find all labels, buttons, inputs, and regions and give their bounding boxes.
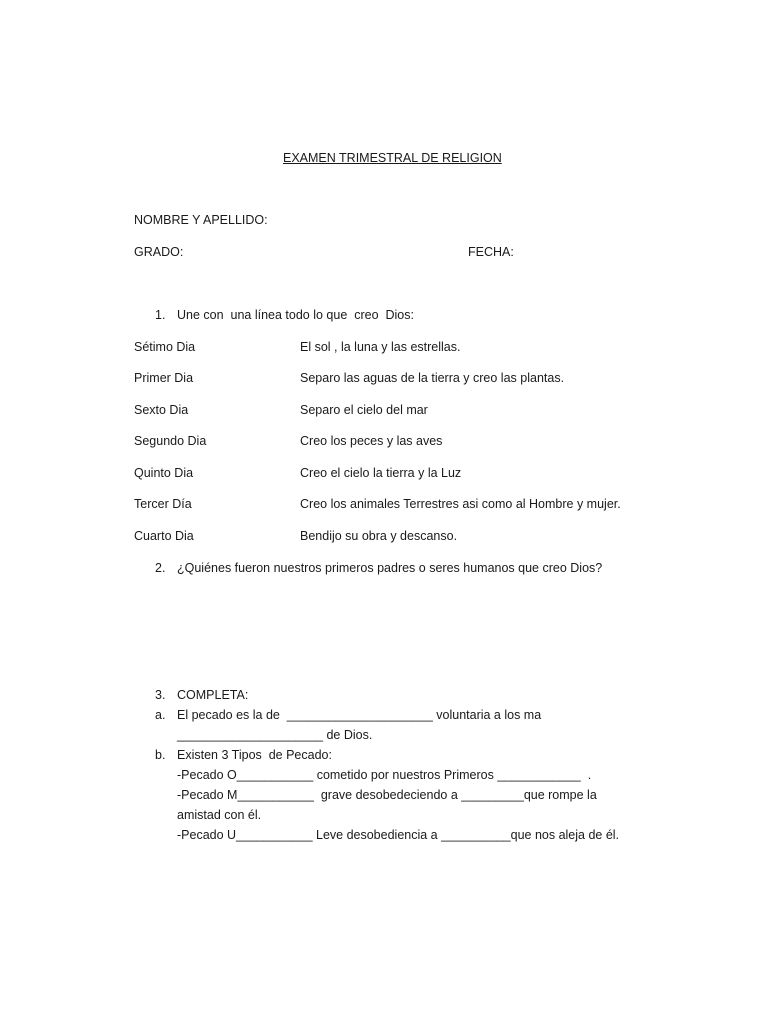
- q3a-marker: a.: [155, 708, 166, 722]
- q3-number: 3.: [155, 688, 166, 702]
- creation-act: Separo el cielo del mar: [300, 403, 428, 417]
- q2-number: 2.: [155, 561, 166, 575]
- day-label: Sétimo Dia: [134, 340, 196, 354]
- day-label: Cuarto Dia: [134, 529, 194, 543]
- creation-act: Separo las aguas de la tierra y creo las plantas.: [300, 371, 565, 385]
- creation-act: Bendijo su obra y descanso.: [300, 529, 458, 543]
- creation-act: El sol , la luna y las estrellas.: [300, 340, 461, 354]
- q1-text: Une con una línea todo lo que creo Dios:: [177, 308, 414, 322]
- q3a-line: _____________________ de Dios.: [177, 728, 373, 742]
- day-label: Sexto Dia: [134, 403, 189, 417]
- exam-title: EXAMEN TRIMESTRAL DE RELIGION: [283, 151, 502, 165]
- day-label: Tercer Día: [134, 497, 192, 511]
- day-label: Quinto Dia: [134, 466, 194, 480]
- grade-label: GRADO:: [134, 245, 184, 259]
- q3b-line: -Pecado M___________ grave desobedeciendo a _________que rompe la: [177, 788, 597, 802]
- day-label: Primer Dia: [134, 371, 194, 385]
- name-label: NOMBRE Y APELLIDO:: [134, 213, 268, 227]
- q3b-line: -Pecado O___________ cometido por nuestros Primeros ____________ .: [177, 768, 592, 782]
- date-label: FECHA:: [468, 245, 514, 259]
- q3-text: COMPLETA:: [177, 688, 249, 702]
- q3b-line: -Pecado U___________ Leve desobediencia a __________que nos aleja de él.: [177, 828, 620, 842]
- q1-number: 1.: [155, 308, 166, 322]
- q3a-line: El pecado es la de _____________________ voluntaria a los ma: [177, 708, 542, 722]
- day-label: Segundo Dia: [134, 434, 207, 448]
- creation-act: Creo el cielo la tierra y la Luz: [300, 466, 462, 480]
- creation-act: Creo los peces y las aves: [300, 434, 443, 448]
- q3b-line: Existen 3 Tipos de Pecado:: [177, 748, 332, 762]
- q3b-marker: b.: [155, 748, 166, 762]
- q2-text: ¿Quiénes fueron nuestros primeros padres o seres humanos que creo Dios?: [177, 561, 603, 575]
- q3b-line: amistad con él.: [177, 808, 262, 822]
- creation-act: Creo los animales Terrestres asi como al Hombre y mujer.: [300, 497, 621, 511]
